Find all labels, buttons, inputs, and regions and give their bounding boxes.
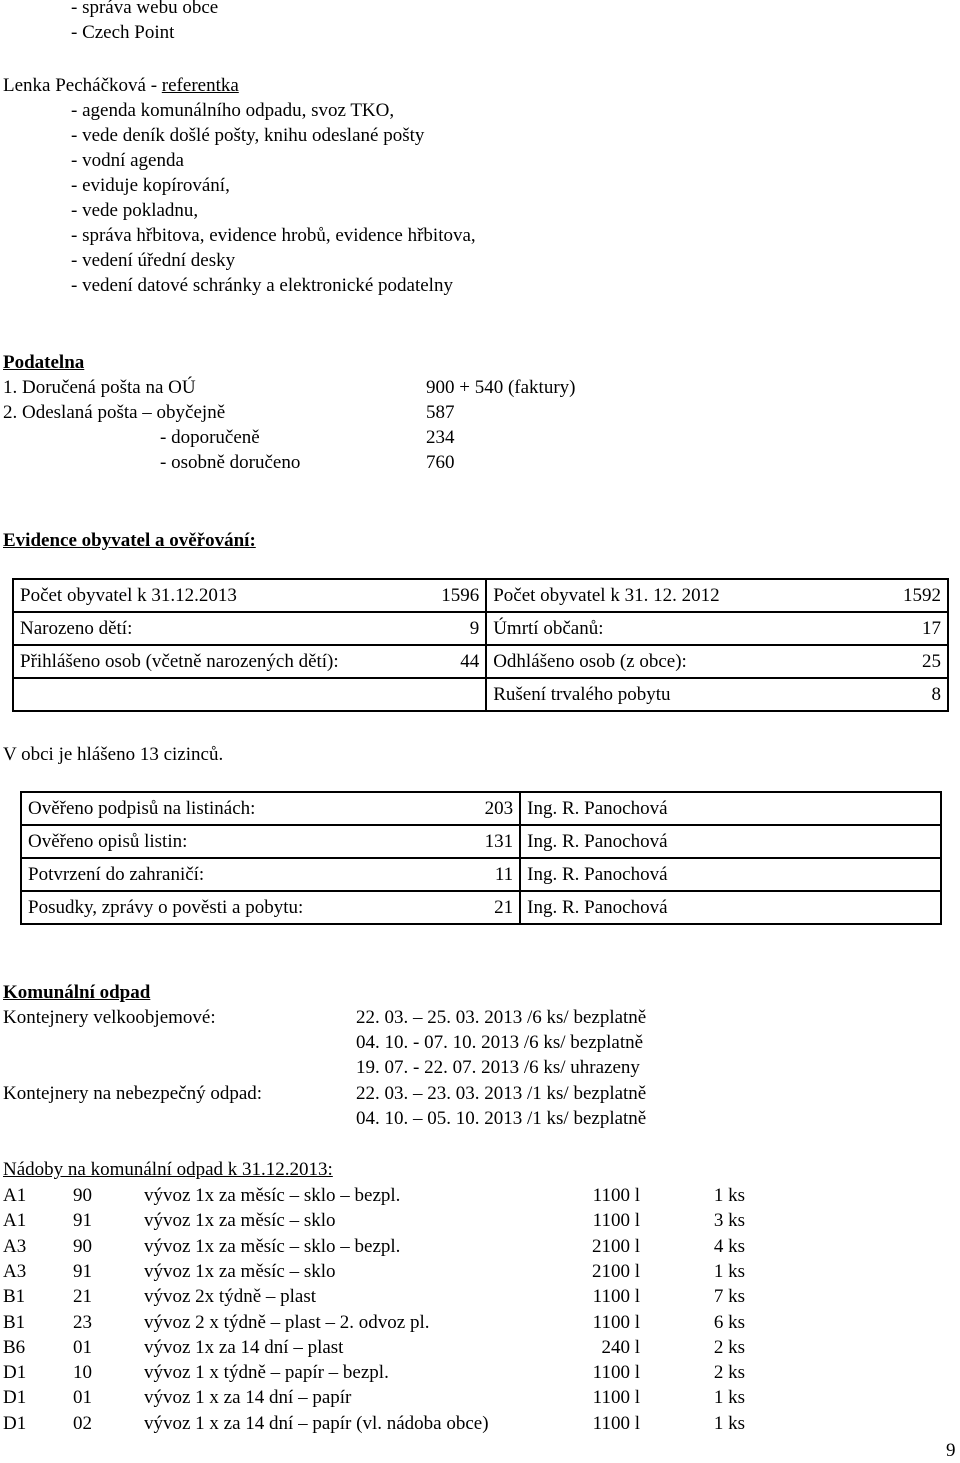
bin-code: A3: [3, 1260, 27, 1282]
table-row: [3, 1360, 803, 1385]
bin-count: 1 ks: [713, 1260, 745, 1282]
person-name: Lenka Pecháčková -: [3, 75, 162, 96]
table-row: [3, 1411, 803, 1436]
cell-label: Počet obyvatel k 31. 12. 2012: [493, 584, 720, 606]
page-number: 9: [946, 1440, 956, 1461]
duty-item: - vedení úřední desky: [71, 250, 236, 271]
cell-label: Úmrtí občanů:: [493, 617, 604, 639]
bin-number: 23: [73, 1311, 92, 1333]
table-cell: [13, 579, 486, 612]
podatelna-label: - doporučeně: [160, 427, 260, 448]
bin-description: vývoz 1x za měsíc – sklo – bezpl.: [144, 1235, 401, 1257]
bin-volume: 1100 l: [592, 1412, 640, 1434]
table-row: [3, 1183, 803, 1208]
bin-description: vývoz 1x za měsíc – sklo: [144, 1210, 336, 1232]
list-item: - správa webu obce: [71, 0, 219, 18]
podatelna-value: 760: [426, 452, 455, 473]
cell-value: 11: [494, 863, 514, 885]
podatelna-label: 1. Doručená pošta na OÚ: [3, 377, 196, 398]
table-cell: [13, 678, 486, 711]
bin-code: A1: [3, 1210, 27, 1232]
bin-description: vývoz 1 x týdně – papír – bezpl.: [144, 1362, 389, 1384]
duty-item: - vedení datové schránky a elektronické podatelny: [71, 275, 453, 296]
bin-description: vývoz 1x za měsíc – sklo – bezpl.: [144, 1185, 401, 1206]
bin-volume: 2100 l: [591, 1260, 640, 1282]
bin-count: 1 ks: [713, 1185, 745, 1206]
podatelna-heading: Podatelna: [3, 352, 85, 373]
podatelna-label: - osobně doručeno: [160, 452, 301, 473]
podatelna-value: 587: [426, 402, 455, 423]
table-row: [21, 792, 941, 825]
person-role: referentka: [161, 75, 239, 96]
bin-count: 4 ks: [713, 1235, 745, 1257]
bin-description: vývoz 2x týdně – plast: [144, 1286, 317, 1308]
table-cell: [486, 579, 948, 612]
bin-volume: 1100 l: [592, 1185, 640, 1206]
cell-label: Odhlášeno osob (z obce):: [493, 650, 687, 672]
table-row: [3, 1259, 803, 1284]
bin-volume: 1100 l: [592, 1362, 640, 1384]
bin-number: 01: [73, 1387, 92, 1409]
duty-item: - vodní agenda: [71, 150, 184, 171]
table-cell: Ing. R. Panochová: [520, 792, 941, 825]
table-cell: Ing. R. Panochová: [520, 825, 941, 858]
large-containers-label: Kontejnery velkoobjemové:: [3, 1007, 216, 1028]
bin-count: 1 ks: [713, 1412, 745, 1434]
table-cell: [13, 612, 486, 645]
bin-code: D1: [3, 1387, 27, 1409]
verification-table: [20, 791, 942, 925]
bin-volume: 2100 l: [591, 1235, 640, 1257]
table-row: [13, 678, 948, 711]
bin-code: D1: [3, 1412, 27, 1434]
cell-label: Rušení trvalého pobytu: [493, 683, 671, 705]
table-row: [21, 825, 941, 858]
date-range: 19. 07. - 22. 07. 2013 /6 ks/ uhrazeny: [356, 1057, 640, 1078]
date-range: 04. 10. - 07. 10. 2013 /6 ks/ bezplatně: [356, 1032, 644, 1053]
table-row: [3, 1335, 803, 1360]
podatelna-value: 234: [426, 427, 455, 448]
bin-code: B1: [3, 1311, 26, 1333]
date-range: 22. 03. – 25. 03. 2013 /6 ks/ bezplatně: [356, 1007, 647, 1028]
table-cell: [486, 645, 948, 678]
duty-item: - eviduje kopírování,: [71, 175, 230, 196]
bin-code: A1: [3, 1185, 27, 1206]
cell-value: 203: [484, 797, 514, 819]
table-row: [3, 1234, 803, 1259]
bin-number: 90: [73, 1185, 92, 1206]
person-line: [3, 75, 239, 97]
cell-value: 21: [494, 896, 514, 918]
table-row: [21, 891, 941, 924]
table-cell: [21, 858, 520, 891]
bin-count: 3 ks: [713, 1210, 745, 1232]
bin-description: vývoz 1 x za 14 dní – papír: [144, 1387, 352, 1409]
bin-description: vývoz 1x za 14 dní – plast: [144, 1336, 344, 1358]
bin-code: D1: [3, 1362, 27, 1384]
bin-count: 6 ks: [713, 1311, 745, 1333]
table-cell: [486, 678, 948, 711]
podatelna-label: 2. Odeslaná pošta – obyčejně: [3, 402, 226, 423]
foreigners-note: V obci je hlášeno 13 cizinců.: [3, 744, 224, 765]
bin-description: vývoz 1x za měsíc – sklo: [144, 1260, 336, 1282]
cell-value: 1596: [441, 584, 480, 606]
cell-value: 9: [469, 617, 480, 639]
bin-description: vývoz 2 x týdně – plast – 2. odvoz pl.: [144, 1311, 430, 1333]
duty-item: - správa hřbitova, evidence hrobů, evidence hřbitova,: [71, 225, 476, 246]
cell-value: 17: [922, 617, 941, 639]
bin-count: 2 ks: [713, 1362, 745, 1384]
duty-item: - vede deník došlé pošty, knihu odeslané pošty: [71, 125, 425, 146]
podatelna-value: 900 + 540 (faktury): [426, 377, 576, 398]
cell-label: Přihlášeno osob (včetně narozených dětí):: [20, 650, 339, 672]
population-table: [12, 578, 949, 712]
date-range: 22. 03. – 23. 03. 2013 /1 ks/ bezplatně: [356, 1083, 647, 1104]
bin-volume: 1100 l: [592, 1210, 640, 1232]
cell-label: Ověřeno opisů listin:: [28, 830, 188, 852]
bin-number: 02: [73, 1412, 92, 1434]
table-row: [13, 579, 948, 612]
list-item: - Czech Point: [71, 22, 175, 43]
table-cell: [21, 792, 520, 825]
duty-item: - agenda komunálního odpadu, svoz TKO,: [71, 100, 395, 121]
cell-label: Počet obyvatel k 31.12.2013: [20, 584, 237, 606]
hazard-containers-label: Kontejnery na nebezpečný odpad:: [3, 1083, 263, 1104]
table-cell: [13, 645, 486, 678]
cell-value: 131: [484, 830, 514, 852]
duty-item: - vede pokladnu,: [71, 200, 199, 221]
table-cell: [21, 891, 520, 924]
table-row: [3, 1310, 803, 1335]
bin-number: 01: [73, 1336, 92, 1358]
bin-description: vývoz 1 x za 14 dní – papír (vl. nádoba obce): [144, 1412, 489, 1434]
bin-volume: 1100 l: [592, 1311, 640, 1333]
bin-count: 2 ks: [713, 1336, 745, 1358]
table-row: [3, 1208, 803, 1233]
table-row: [3, 1284, 803, 1309]
bin-number: 90: [73, 1235, 92, 1257]
bin-code: B6: [3, 1336, 26, 1358]
cell-value: 44: [460, 650, 480, 672]
bin-number: 91: [73, 1260, 92, 1282]
table-row: [21, 858, 941, 891]
bins-heading: Nádoby na komunální odpad k 31.12.2013:: [3, 1159, 333, 1180]
table-row: [13, 612, 948, 645]
cell-label: Narozeno dětí:: [20, 617, 133, 639]
cell-value: 8: [931, 683, 941, 705]
bin-number: 91: [73, 1210, 92, 1232]
bin-number: 21: [73, 1286, 92, 1308]
bin-number: 10: [73, 1362, 92, 1384]
table-row: [3, 1385, 803, 1410]
cell-label: Potvrzení do zahraničí:: [28, 863, 205, 885]
odpad-heading: Komunální odpad: [3, 982, 151, 1003]
cell-value: 25: [922, 650, 941, 672]
evidence-heading: Evidence obyvatel a ověřování:: [3, 530, 256, 551]
table-cell: [21, 825, 520, 858]
cell-label: Posudky, zprávy o pověsti a pobytu:: [28, 896, 304, 918]
table-cell: Ing. R. Panochová: [520, 858, 941, 891]
bin-count: 1 ks: [713, 1387, 745, 1409]
table-cell: [486, 612, 948, 645]
table-cell: Ing. R. Panochová: [520, 891, 941, 924]
bin-code: B1: [3, 1286, 26, 1308]
bin-code: A3: [3, 1235, 27, 1257]
bin-volume: 1100 l: [592, 1286, 640, 1308]
cell-label: Ověřeno podpisů na listinách:: [28, 797, 256, 819]
table-row: [13, 645, 948, 678]
bin-volume: 240 l: [601, 1336, 640, 1358]
bin-volume: 1100 l: [592, 1387, 640, 1409]
bin-count: 7 ks: [713, 1286, 745, 1308]
cell-value: 1592: [903, 584, 941, 606]
date-range: 04. 10. – 05. 10. 2013 /1 ks/ bezplatně: [356, 1108, 647, 1129]
